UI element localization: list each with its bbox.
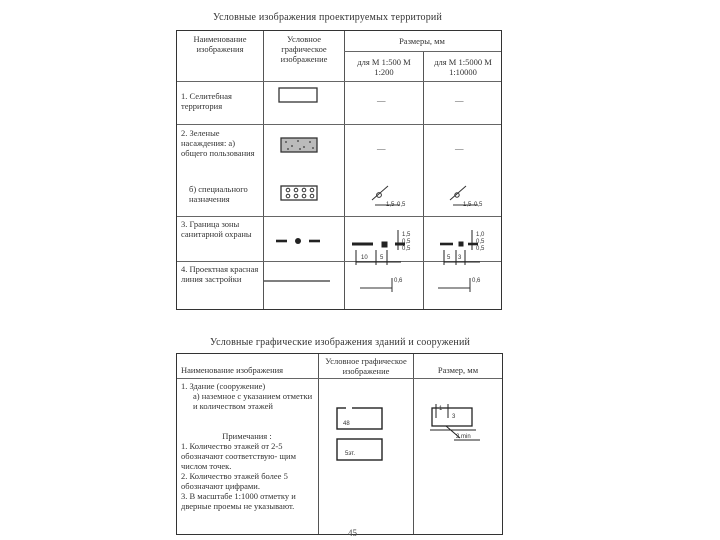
table1-title: Условные изображения проектируемых территорий — [213, 12, 443, 23]
header-symbol: Условное графическое изображение — [280, 34, 328, 64]
dim-label: 10 — [361, 255, 368, 261]
size-value: — — [377, 95, 386, 105]
row-label: 3. Граница зоны санитарной охраны — [181, 219, 252, 239]
elevation-label: 48 — [343, 421, 350, 427]
header-scale-5000: для М 1:5000 М 1:10000 — [434, 57, 492, 77]
dim-label: 0,6 — [394, 278, 403, 284]
dim-label: 0,5 — [397, 202, 406, 208]
notes-title: Примечания : — [222, 431, 272, 441]
building-size-dims — [430, 404, 480, 440]
dim-label: 1,5 — [386, 202, 395, 208]
dim-label: 1,5 — [402, 232, 411, 238]
page-number: 45 — [348, 528, 357, 538]
size-value: — — [455, 143, 464, 153]
header-name: Наименование изображения — [193, 34, 247, 54]
dim-label: 3 — [452, 414, 456, 420]
dim-label: 3 — [458, 255, 462, 261]
dim-label: 2 min — [456, 434, 471, 440]
floors-label: 5эт. — [345, 451, 356, 457]
item-subtitle: а) наземное с указанием отметки и количеством этажей — [193, 391, 313, 411]
dim-label: 0,5 — [476, 239, 485, 245]
dim-label: 1,0 — [476, 232, 485, 238]
header-name: Наименование изображения — [181, 365, 284, 375]
dim-label: 0,5 — [474, 202, 483, 208]
header-symbol: Условное графическое изображение — [325, 356, 407, 376]
header-scale-500: для М 1:500 М 1:200 — [357, 57, 411, 77]
row-label: 1. Селитебная территория — [181, 91, 232, 111]
note-item: 2. Количество этажей более 5 обозначают цифрами. — [181, 471, 288, 491]
size-value: — — [455, 95, 464, 105]
header-sizes: Размеры, мм — [399, 36, 445, 46]
row-label: 4. Проектная красная линия застройки — [181, 264, 259, 284]
size-value: — — [377, 143, 386, 153]
header-size: Размер, мм — [437, 365, 479, 375]
dim-label: 5 — [380, 255, 384, 261]
building-floors-symbol — [337, 439, 382, 460]
dim-label: 0,5 — [476, 246, 485, 252]
item-title: 1. Здание (сооружение) — [181, 381, 266, 391]
row-label: 2. Зеленые насаждения: а) общего пользования — [181, 128, 255, 158]
dim-label: 1,5 — [463, 202, 472, 208]
note-item: 1. Количество этажей от 2-5 обозначают соответствую- щим числом точек. — [181, 441, 296, 471]
dim-label: 0,5 — [402, 246, 411, 252]
dim-label: 0,6 — [472, 278, 481, 284]
table2-title: Условные графические изображения зданий и сооружений — [210, 337, 471, 348]
dim-label: 0,5 — [402, 239, 411, 245]
note-item: 3. В масштабе 1:1000 отметку и дверные проемы не указывают. — [181, 491, 296, 511]
dim-label: 5 — [447, 255, 451, 261]
dim-label: 1 — [439, 406, 443, 412]
row-label: б) специального назначения — [189, 184, 248, 204]
